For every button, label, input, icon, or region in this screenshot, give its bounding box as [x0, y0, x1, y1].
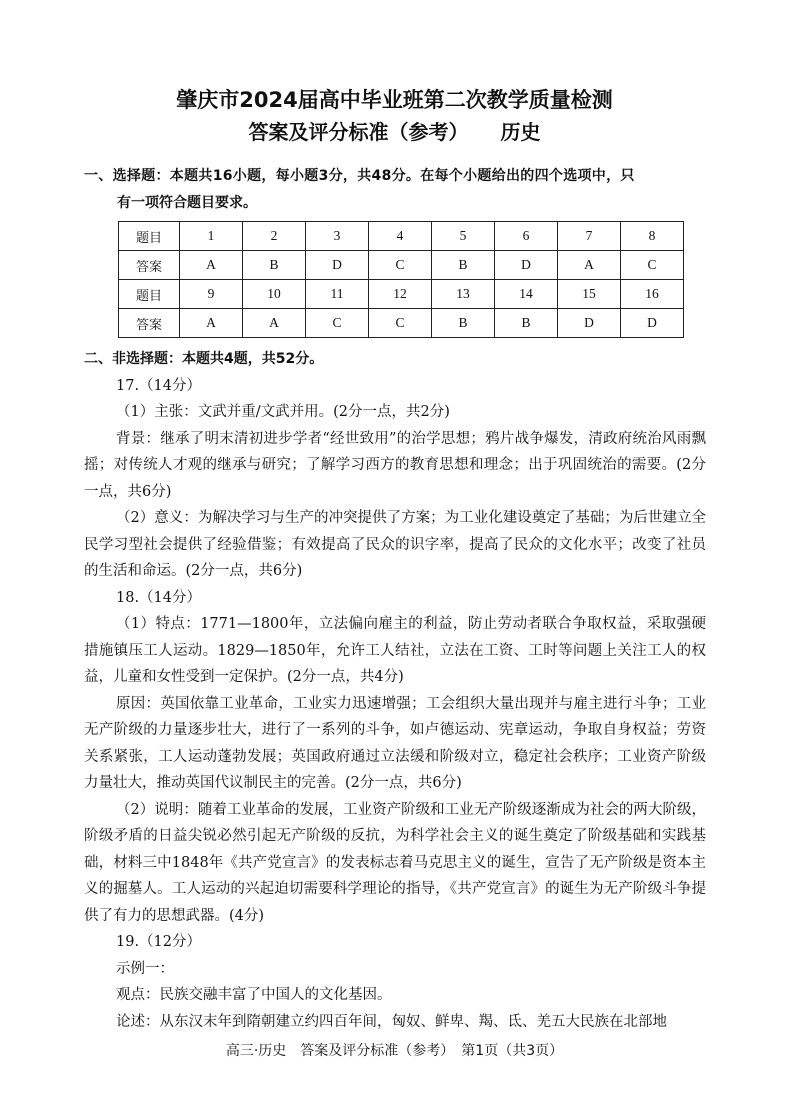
- section2: [84, 346, 706, 1035]
- question-cell: 10: [243, 280, 306, 309]
- subtitle-answer-key: 答案及评分标准（参考）: [248, 120, 469, 144]
- q19-viewpoint: 观点：民族交融丰富了中国人的文化基因。: [116, 987, 392, 1003]
- question-cell: 5: [432, 222, 495, 251]
- question-cell: 12: [369, 280, 432, 309]
- section1-heading-line1: 一、选择题：本题共16小题，每小题3分，共48分。在每个小题给出的四个选项中，只: [84, 168, 635, 184]
- section1-heading-line2: 有一项符合题目要求。: [117, 194, 257, 211]
- q18-part1: （1）特点：1771—1800年，立法偏向雇主的利益，防止劳动者联合争取权益，采取强硬措施镇压工人运动。1829—1850年，允许工人结社，立法在工资、工时等问题上关注工人的权益，儿童和女性受到一定保护。(2分一点，共4分): [84, 616, 706, 685]
- question-label-cell: 题目: [119, 222, 180, 251]
- answer-cell: B: [495, 309, 558, 338]
- answer-cell: C: [369, 309, 432, 338]
- q19-label: 19.（12分）: [116, 934, 202, 950]
- answer-cell: A: [558, 251, 621, 280]
- question-cell: 6: [495, 222, 558, 251]
- answer-cell: B: [243, 251, 306, 280]
- question-cell: 1: [180, 222, 243, 251]
- answer-cell: C: [621, 251, 684, 280]
- q18-part2: （2）说明：随着工业革命的发展，工业资产阶级和工业无产阶级逐渐成为社会的两大阶级，阶级矛盾的日益尖锐必然引起无产阶级的反抗，为科学社会主义的诞生奠定了阶级基础和实践基础，材料三中1848年《共产党宣言》的发表标志着马克思主义的诞生，宣告了无产阶级是资本主义的掘墓人。工人运动的兴起迫切需要科学理论的指导，《共产党宣言》的诞生为无产阶级斗争提供了有力的思想武器。(4分): [84, 801, 706, 924]
- answer-cell: B: [432, 309, 495, 338]
- q17-part2: （2）意义：为解决学习与生产的冲突提供了方案；为工业化建设奠定了基础；为后世建立全民学习型社会提供了经验借鉴；有效提高了民众的识字率，提高了民众的文化水平；改变了社员的生活和命运。(2分一点，共6分): [84, 510, 706, 579]
- subtitle-subject: 历史: [500, 120, 541, 144]
- q17-label: 17.（14分）: [116, 377, 202, 394]
- answer-cell: D: [306, 251, 369, 280]
- q17-background: 背景：继承了明末清初进步学者“经世致用”的治学思想；鸦片战争爆发，清政府统治风雨飘摇；对传统人才观的继承与研究；了解学习西方的教育思想和理念；出于巩固统治的需要。(2分一点，共6分): [84, 430, 706, 500]
- answer-cell: C: [369, 251, 432, 280]
- section1-heading: [84, 163, 706, 216]
- question-cell: 7: [558, 222, 621, 251]
- answer-label-cell: 答案: [119, 309, 180, 338]
- table-row: [119, 280, 684, 309]
- answer-cell: A: [180, 251, 243, 280]
- table-row: [119, 222, 684, 251]
- question-cell: 3: [306, 222, 369, 251]
- answer-cell: B: [432, 251, 495, 280]
- answer-table: [118, 221, 684, 338]
- question-label-cell: 题目: [119, 280, 180, 309]
- table-row: [119, 251, 684, 280]
- q18-label: 18.（14分）: [116, 589, 202, 606]
- question-cell: 8: [621, 222, 684, 251]
- q19-example: 示例一：: [116, 960, 174, 977]
- question-cell: 15: [558, 280, 621, 309]
- document-subtitle: [0, 116, 789, 145]
- q18-reasons: 原因：英国依靠工业革命，工业实力迅速增强；工会组织大量出现并与雇主进行斗争；工业无产阶级的力量逐步壮大，进行了一系列的斗争，如卢德运动、宪章运动，争取自身权益；劳资关系紧张，工人运动蓬勃发展；英国政府通过立法缓和阶级对立，稳定社会秩序；工业资产阶级力量壮大，推动英国代议制民主的完善。(2分一点，共6分): [84, 695, 706, 791]
- question-cell: 9: [180, 280, 243, 309]
- question-cell: 14: [495, 280, 558, 309]
- answer-cell: A: [243, 309, 306, 338]
- page-footer: 高三·历史 答案及评分标准（参考） 第1页（共3页）: [225, 1043, 564, 1059]
- question-cell: 16: [621, 280, 684, 309]
- answer-cell: C: [306, 309, 369, 338]
- section2-heading: 二、非选择题：本题共4题，共52分。: [84, 351, 324, 367]
- q17-part1: （1）主张：文武并重/文武并用。(2分一点，共2分): [116, 404, 450, 420]
- document-title: 肇庆市2024届高中毕业班第二次教学质量检测: [176, 88, 613, 112]
- question-cell: 13: [432, 280, 495, 309]
- answer-cell: D: [621, 309, 684, 338]
- table-row: [119, 309, 684, 338]
- answer-label-cell: 答案: [119, 251, 180, 280]
- answer-cell: D: [495, 251, 558, 280]
- question-cell: 2: [243, 222, 306, 251]
- question-cell: 4: [369, 222, 432, 251]
- answer-cell: A: [180, 309, 243, 338]
- q19-argument: 论述：从东汉末年到隋朝建立约四百年间，匈奴、鲜卑、羯、氐、羌五大民族在北部地: [116, 1013, 667, 1030]
- answer-cell: D: [558, 309, 621, 338]
- question-cell: 11: [306, 280, 369, 309]
